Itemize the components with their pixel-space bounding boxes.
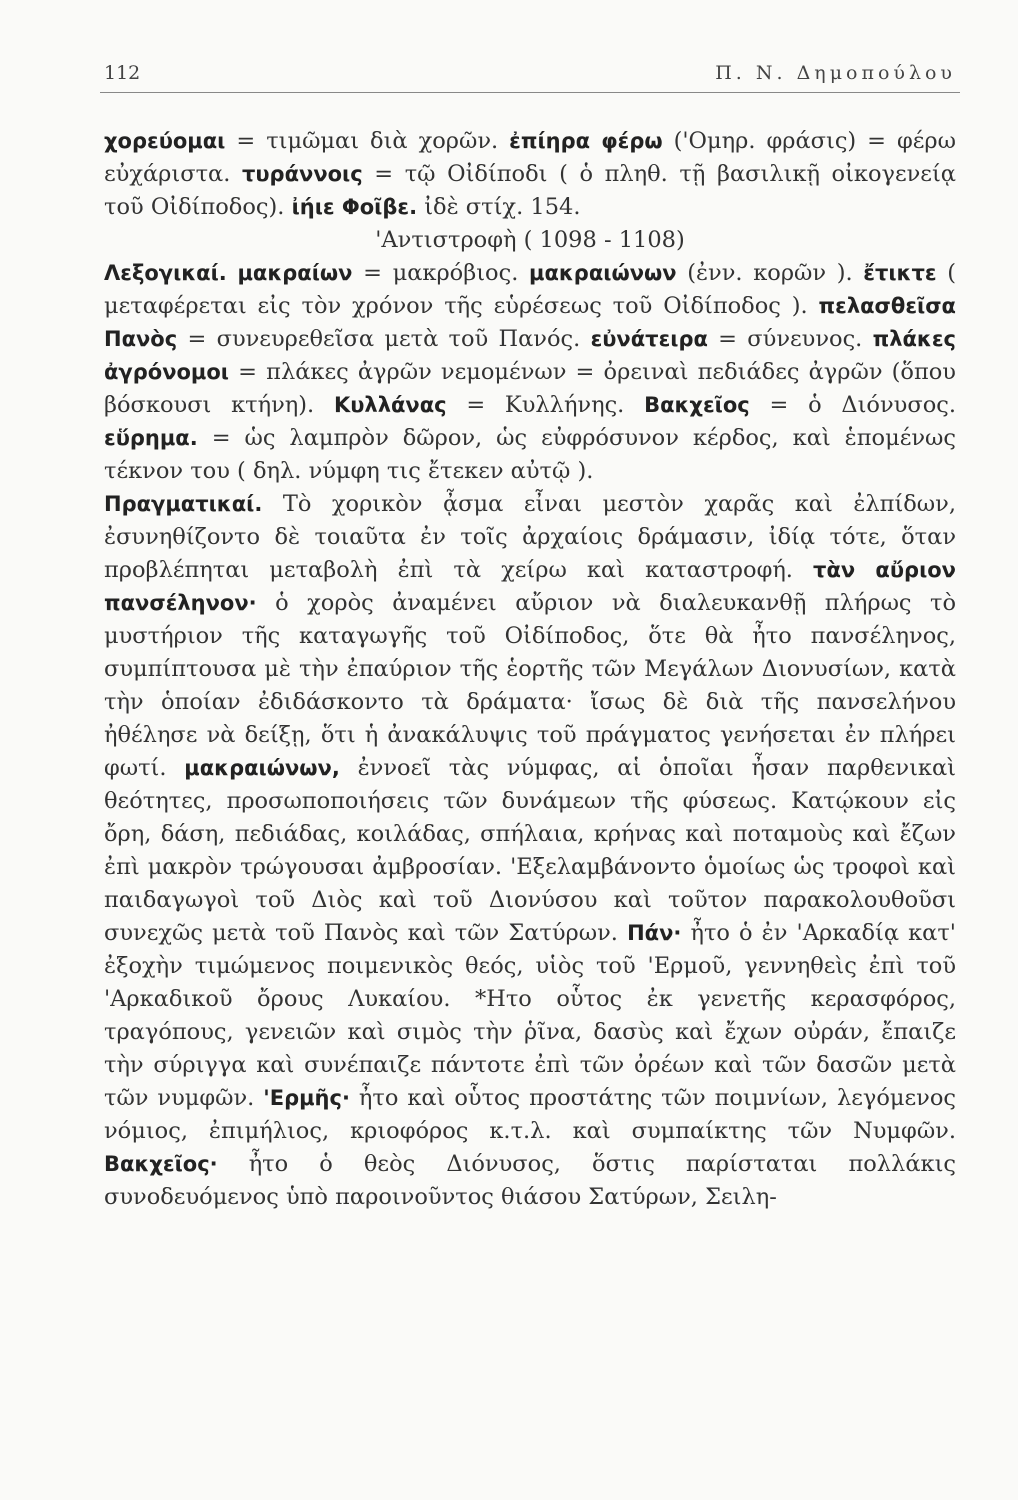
term-bold: Κυλλάνας [333, 393, 447, 417]
term-bold: ἐπίηρα φέρω [509, 129, 663, 153]
term-bold: Πάν· [627, 921, 682, 945]
page-header [100, 52, 960, 93]
text-run: = πλάκες ἀγρῶν νεμομένων = ὀρειναὶ πεδιάδες ἀγρῶν (ὅπου βόσκουσι κτήνη). [104, 359, 956, 418]
paragraph-lexical-notes [104, 257, 956, 488]
text-run: ( μεταφέρεται εἰς τὸν χρόνον τῆς εὑρέσεως τοῦ Οἰδίποδος ). [104, 260, 956, 319]
term-bold: μακραίων [237, 261, 353, 285]
text-run: = μακρόβιος. [352, 260, 529, 286]
term-bold: τυράννοις [241, 162, 363, 186]
text-run: ἦτο ὁ ἐν 'Αρκαδίᾳ κατ' ἐξοχὴν τιμώμενος ποιμενικὸς θεός, υἱὸς τοῦ 'Ερμοῦ, γεννηθεὶς ἐπὶ τοῦ 'Αρκαδικοῦ ὄρους Λυκαίου. *Ητο οὗτος ἐκ γενετῆς κερασφόρος, τραγόπους, γενειῶν καὶ σιμὸς τὴν ῥῖνα, δασὺς καὶ ἔχων οὐράν, ἔπαιζε τὴν σύριγγα καὶ συνέπαιζε πάντοτε ἐπὶ τῶν ὀρέων καὶ τῶν δασῶν μετὰ τῶν νυμφῶν. [104, 920, 956, 1111]
term-bold: χορεύομαι [104, 129, 226, 153]
text-run: = σύνευνος. [707, 326, 873, 352]
term-bold: ἰήιε Φοῖβε. [291, 195, 418, 219]
term-bold: μακραιώνων [529, 261, 677, 285]
paragraph-vocabulary-1 [104, 125, 956, 224]
term-bold: πλάκες ἀγρόνομοι [104, 327, 956, 384]
text-run: = τιμῶμαι διὰ χορῶν. [225, 128, 510, 154]
term-bold: Πραγματικαί. [104, 492, 263, 516]
term-bold: Βακχεῖος [644, 393, 750, 417]
text-run: ἰδὲ στίχ. 154. [417, 194, 581, 220]
body-text [104, 125, 956, 1214]
section-heading: 'Αντιστροφὴ ( 1098 - 1108) [375, 227, 685, 253]
term-bold: εὕρημα. [104, 426, 198, 450]
term-bold: 'Ερμῆς· [263, 1086, 350, 1110]
paragraph-factual-notes [104, 488, 956, 1214]
term-bold: πελασθεῖσα Πανὸς [104, 294, 956, 351]
term-bold: εὐνάτειρα [590, 327, 708, 351]
text-run: = τῷ Οἰδίποδι ( ὁ πληθ. τῇ βασιλικῇ οἰκογενείᾳ τοῦ Οἰδίποδος). [104, 161, 956, 220]
running-head: Π. Ν. Δημοπούλου [715, 62, 956, 84]
term-bold: μακραιώνων, [184, 756, 340, 780]
text-run: ἦτο καὶ οὗτος προστάτης τῶν ποιμνίων, λεγόμενος νόμιος, ἐπιμήλιος, κριοφόρος κ.τ.λ. καὶ συμπαίκτης τῶν Νυμφῶν. [104, 1085, 956, 1144]
text-run: (ἐνν. κορῶν ). [676, 260, 864, 286]
term-bold: ἔτικτε [863, 261, 937, 285]
text-run: ('Ομηρ. φράσις) = φέρω εὐχάριστα. [104, 128, 957, 187]
text-run: = ὁ Διόνυσος. [749, 392, 956, 418]
text-run: Τὸ χορικὸν ᾆσμα εἶναι μεστὸν χαρᾶς καὶ ἐλπίδων, ἐσυνηθίζοντο δὲ τοιαῦτα ἐν τοῖς ἀρχαίοις δράμασιν, ἰδίᾳ τότε, ὅταν προβλέπηται μεταβολὴ ἐπὶ τὰ χείρω καὶ καταστροφή. [104, 491, 956, 583]
text-run: ἐννοεῖ τὰς νύμφας, αἱ ὁποῖαι ἦσαν παρθενικαὶ θεότητες, προσωποποιήσεις τῶν δυνάμεων τῆς φύσεως. Κατῴκουν εἰς ὄρη, δάση, πεδιάδας, κοιλάδας, σπήλαια, κρήνας καὶ ποταμοὺς καὶ ἔζων ἐπὶ μακρὸν τρώγουσαι ἀμβροσίαν. 'Εξελαμβάνοντο ὁμοίως ὡς τροφοὶ καὶ παιδαγωγοὶ τοῦ Διὸς καὶ τοῦ Διονύσου καὶ τοῦτον παρακολουθοῦσι συνεχῶς μετὰ τοῦ Πανὸς καὶ τῶν Σατύρων. [104, 755, 956, 946]
term-bold: τὰν αὔριον πανσέληνον· [104, 558, 956, 615]
text-run: = συνευρεθεῖσα μετὰ τοῦ Πανός. [177, 326, 591, 352]
text-run: = Κυλλήνης. [446, 392, 645, 418]
page-number: 112 [104, 62, 141, 84]
term-bold: Λεξογικαί. [104, 261, 227, 285]
text-run: = ὡς λαμπρὸν δῶρον, ὡς εὐφρόσυνον κέρδος, καὶ ἑπομένως τέκνον του ( δηλ. νύμφη τις ἔτεκεν αὐτῷ ). [104, 425, 956, 484]
text-run: ἦτο ὁ θεὸς Διόνυσος, ὅστις παρίσταται πολλάκις συνοδευόμενος ὑπὸ παροινοῦντος θιάσου Σατύρων, Σειλη- [104, 1151, 956, 1210]
text-run: ὁ χορὸς ἀναμένει αὔριον νὰ διαλευκανθῇ πλήρως τὸ μυστήριον τῆς καταγωγῆς τοῦ Οἰδίποδος, ὅτε θὰ ἦτο πανσέληνος, συμπίπτουσα μὲ τὴν ἐπαύριον τῆς ἑορτῆς τῶν Μεγάλων Διονυσίων, κατὰ τὴν ὁποίαν ἐδιδάσκοντο τὰ δράματα· ἴσως δὲ διὰ τῆς πανσελήνου ἠθέλησε νὰ δείξῃ, ὅτι ἡ ἀνακάλυψις τοῦ πράγματος γενήσεται ἐν πλήρει φωτί. [104, 590, 956, 781]
text-run [227, 260, 238, 286]
term-bold: Βακχεῖος· [104, 1152, 218, 1176]
